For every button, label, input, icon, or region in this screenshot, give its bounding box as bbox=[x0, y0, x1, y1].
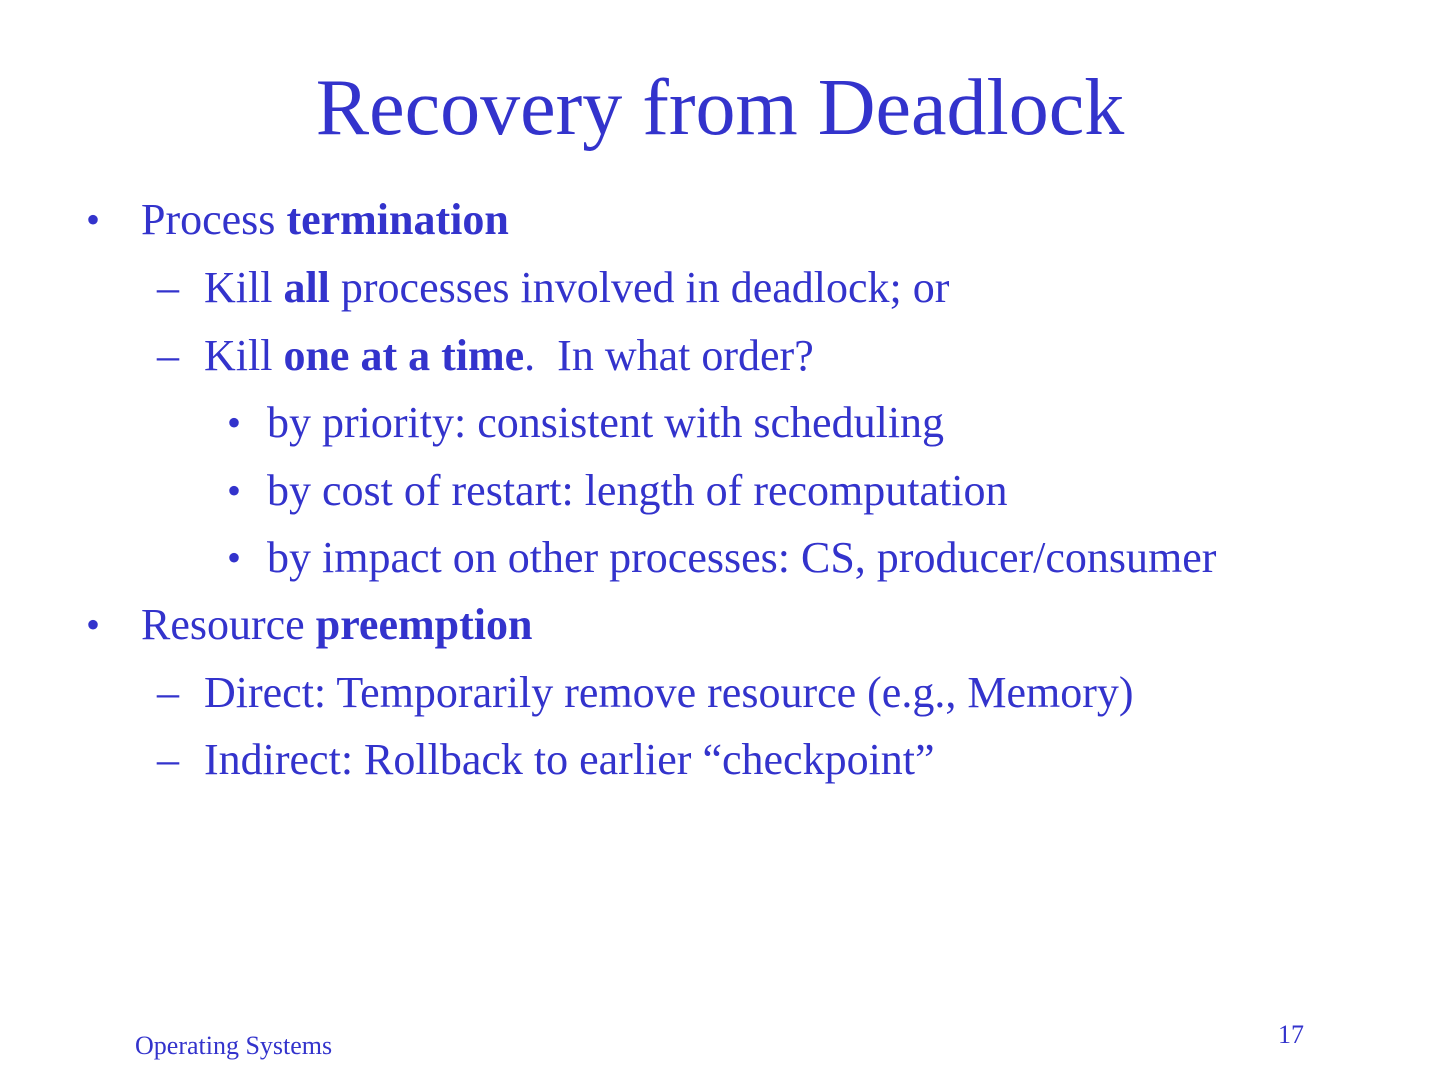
text-segment: Kill bbox=[204, 331, 284, 380]
text-segment: . In what order? bbox=[524, 331, 814, 380]
text-segment: Indirect: Rollback to earlier “checkpoint” bbox=[204, 735, 935, 784]
bullet-text bbox=[204, 668, 1134, 718]
text-segment: by priority: consistent with scheduling bbox=[267, 398, 945, 447]
emphasized-text: all bbox=[283, 263, 330, 312]
bullet-text bbox=[204, 331, 814, 381]
slide-title: Recovery from Deadlock bbox=[315, 64, 1125, 152]
bullet-text bbox=[267, 533, 1216, 583]
text-segment: Resource bbox=[141, 600, 316, 649]
bullet-marker: • bbox=[227, 535, 242, 580]
text-segment: processes involved in deadlock; or bbox=[329, 263, 950, 312]
bullet-marker: • bbox=[227, 400, 242, 445]
bullet-text bbox=[141, 195, 509, 245]
bullet-text bbox=[267, 466, 1007, 516]
dash-marker: – bbox=[157, 735, 179, 784]
bullet-text bbox=[204, 263, 949, 313]
text-segment: Kill bbox=[204, 263, 284, 312]
emphasized-text: one at a time bbox=[283, 331, 525, 380]
text-segment: Direct: Temporarily remove resource (e.g., Memory) bbox=[204, 668, 1134, 717]
bullet-text bbox=[267, 398, 944, 448]
bullet-text bbox=[141, 600, 532, 650]
bullet-marker: • bbox=[227, 468, 242, 513]
bullet-text bbox=[204, 735, 935, 785]
dash-marker: – bbox=[157, 263, 179, 312]
dash-marker: – bbox=[157, 668, 179, 717]
text-segment: Process bbox=[141, 195, 287, 244]
bullet-marker: • bbox=[86, 602, 101, 647]
emphasized-text: preemption bbox=[315, 600, 533, 649]
text-segment: by impact on other processes: CS, producer/consumer bbox=[267, 533, 1217, 582]
text-segment: by cost of restart: length of recomputation bbox=[267, 466, 1008, 515]
dash-marker: – bbox=[157, 331, 179, 380]
footer-course: Operating Systems bbox=[135, 1031, 333, 1060]
bullet-marker: • bbox=[86, 197, 101, 242]
emphasized-text: termination bbox=[286, 195, 509, 244]
page-number: 17 bbox=[1278, 1020, 1304, 1049]
